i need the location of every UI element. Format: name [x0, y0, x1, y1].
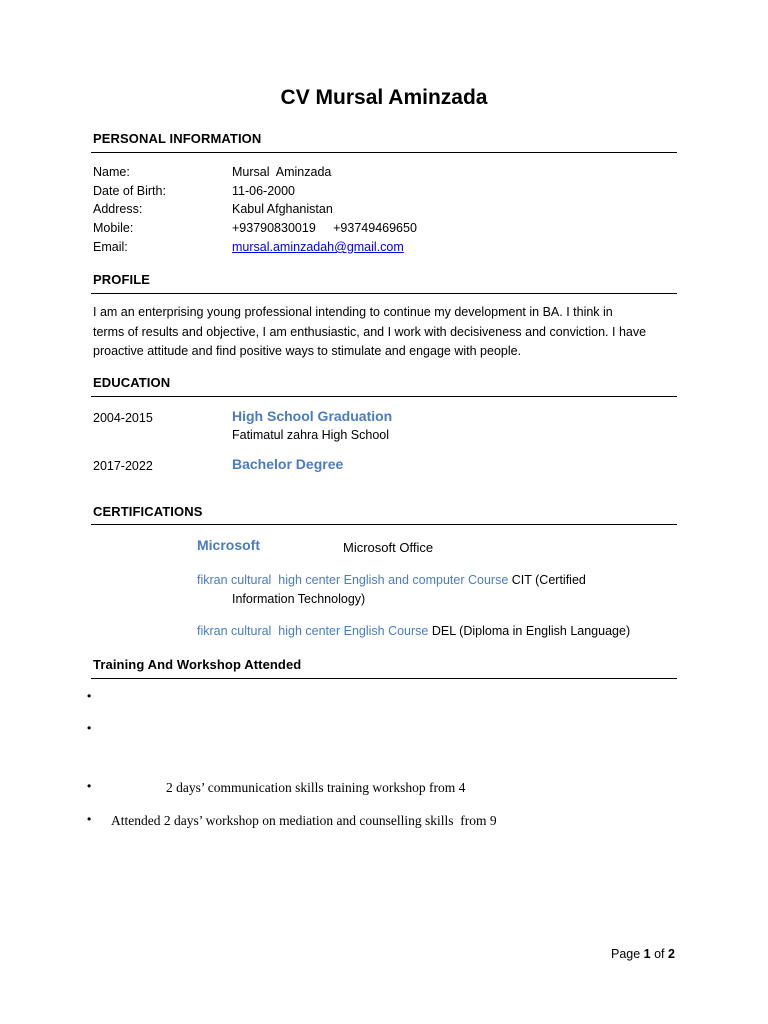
training-heading: Training And Workshop Attended: [93, 657, 302, 672]
name-label: Name:: [93, 165, 130, 179]
page-prefix: Page: [611, 947, 644, 961]
dob-value: 11-06-2000: [232, 184, 296, 198]
training-item: Attended 2 days’ workshop on mediation and counselling skills from 9: [111, 813, 497, 828]
cert-name-continued: Information Technology): [232, 592, 366, 606]
address-value: Kabul Afghanistan: [232, 202, 333, 216]
education-years: 2004-2015: [93, 411, 153, 425]
profile-heading: PROFILE: [93, 272, 151, 287]
cert-entry: [197, 571, 586, 590]
cert-name: DEL (Diploma in English Language): [428, 624, 631, 638]
cert-issuer: fikran cultural high center English and computer Course: [197, 573, 509, 587]
profile-line: terms of results and objective, I am enthusiastic, and I work with decisiveness and conviction. I have: [93, 324, 647, 339]
bullet-icon: •: [87, 812, 92, 826]
page-number: [611, 947, 675, 961]
education-degree: Bachelor Degree: [232, 456, 344, 472]
certifications-heading: CERTIFICATIONS: [93, 504, 203, 519]
page-title: CV Mursal Aminzada: [280, 86, 488, 109]
cert-name: Microsoft Office: [343, 540, 434, 555]
profile-line: I am an enterprising young professional intending to continue my development in BA. I think in: [93, 305, 613, 319]
education-degree: High School Graduation: [232, 408, 393, 424]
page-current: 1: [643, 947, 651, 961]
section-divider: [91, 293, 677, 294]
cert-issuer: Microsoft: [197, 537, 260, 553]
bullet-icon: •: [87, 779, 92, 793]
section-divider: [91, 524, 677, 525]
education-years: 2017-2022: [93, 459, 153, 473]
education-school: Fatimatul zahra High School: [232, 428, 390, 442]
mobile-value: +93790830019 +93749469650: [232, 221, 417, 235]
profile-text: [93, 303, 683, 362]
cert-name: CIT (Certified: [511, 573, 586, 587]
profile-line: proactive attitude and find positive ways to stimulate and engage with people.: [93, 344, 522, 358]
section-divider: [91, 152, 677, 153]
bullet-icon: •: [87, 689, 92, 703]
cert-entry: [197, 622, 630, 641]
personal-info-heading: PERSONAL INFORMATION: [93, 131, 262, 146]
training-item: 2 days’ communication skills training workshop from 4: [166, 780, 466, 795]
section-divider: [91, 396, 677, 397]
page-total: 2: [668, 947, 675, 961]
dob-label: Date of Birth:: [93, 184, 166, 198]
name-value: Mursal Aminzada: [232, 165, 332, 179]
page-of: of: [650, 947, 668, 961]
education-heading: EDUCATION: [93, 375, 171, 390]
email-link[interactable]: mursal.aminzadah@gmail.com: [232, 240, 404, 254]
email-label: Email:: [93, 240, 128, 254]
address-label: Address:: [93, 202, 143, 216]
section-divider: [91, 678, 677, 679]
bullet-icon: •: [87, 721, 92, 735]
mobile-label: Mobile:: [93, 221, 134, 235]
cert-issuer: fikran cultural high center English Course: [197, 624, 429, 638]
